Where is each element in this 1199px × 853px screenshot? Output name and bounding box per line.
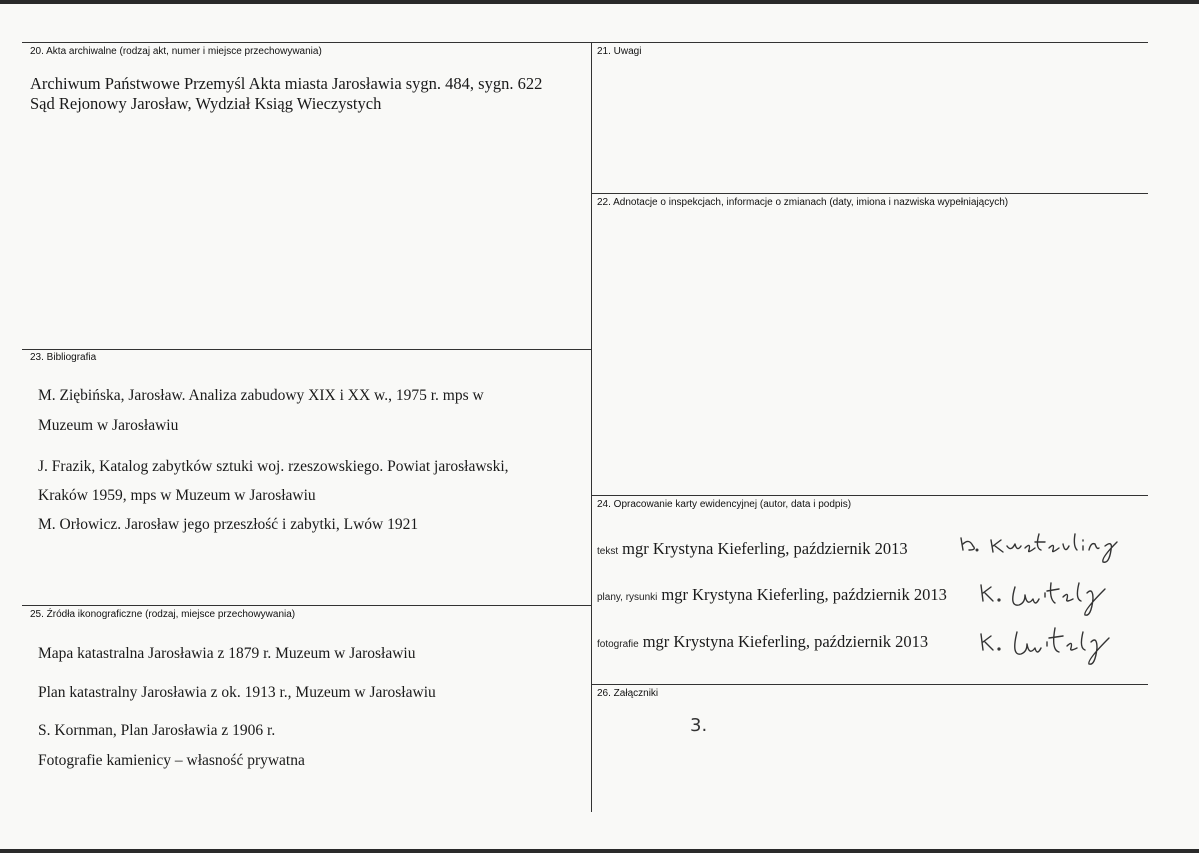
rule-25 <box>22 605 591 606</box>
scan-top-edge <box>0 0 1199 4</box>
section-20-header: 20. Akta archiwalne (rodzaj akt, numer i miejsce przechowywania) <box>30 46 322 57</box>
author-row-label: tekst <box>597 546 619 557</box>
section-24-header: 24. Opracowanie karty ewidencyjnej (autor, data i podpis) <box>597 499 852 510</box>
scan-bottom-edge <box>0 849 1199 853</box>
author-row-label: fotografie <box>597 639 639 650</box>
author-row-label: plany, rysunki <box>597 592 658 603</box>
signature-3 <box>975 622 1125 670</box>
bibliography-line-4: Kraków 1959, mps w Muzeum w Jarosławiu <box>38 487 316 504</box>
iconography-line-1: Mapa katastralna Jarosławia z 1879 r. Muzeum w Jarosławiu <box>38 645 416 662</box>
archive-line-1: Archiwum Państwowe Przemyśl Akta miasta Jarosławia sygn. 484, sygn. 622 <box>30 74 543 93</box>
bibliography-line-1: M. Ziębińska, Jarosław. Analiza zabudowy XIX i XX w., 1975 r. mps w <box>38 387 484 404</box>
iconography-line-4: Fotografie kamienicy – własność prywatna <box>38 752 305 769</box>
section-22-header: 22. Adnotacje o inspekcjach, informacje o zmianach (daty, imiona i nazwiska wypełniających) <box>597 197 1009 208</box>
rule-23 <box>22 349 591 350</box>
section-25-header: 25. Źródła ikonograficzne (rodzaj, miejsce przechowywania) <box>30 609 296 620</box>
rule-top <box>22 42 1148 43</box>
rule-22 <box>591 193 1148 194</box>
author-row-value: mgr Krystyna Kieferling, październik 2013 <box>622 539 908 558</box>
author-row-photos <box>597 632 928 652</box>
archive-line-2: Sąd Rejonowy Jarosław, Wydział Ksiąg Wieczystych <box>30 94 382 113</box>
author-row-text <box>597 539 908 559</box>
author-row-value: mgr Krystyna Kieferling, październik 2013 <box>661 585 947 604</box>
author-row-value: mgr Krystyna Kieferling, październik 2013 <box>642 632 929 651</box>
attachments-count: 3. <box>690 715 708 736</box>
author-row-plans <box>597 585 947 605</box>
signature-1 <box>955 528 1125 568</box>
iconography-line-2: Plan katastralny Jarosławia z ok. 1913 r., Muzeum w Jarosławiu <box>38 684 436 701</box>
section-23-header: 23. Bibliografia <box>30 352 97 363</box>
section-21-header: 21. Uwagi <box>597 46 642 57</box>
bibliography-line-2: Muzeum w Jarosławiu <box>38 417 179 434</box>
section-26-header: 26. Załączniki <box>597 688 659 699</box>
bibliography-line-5: M. Orłowicz. Jarosław jego przeszłość i zabytki, Lwów 1921 <box>38 516 419 533</box>
rule-24 <box>591 495 1148 496</box>
rule-center <box>591 42 592 812</box>
signature-2 <box>975 577 1125 619</box>
bibliography-line-3: J. Frazik, Katalog zabytków sztuki woj. rzeszowskiego. Powiat jarosławski, <box>38 458 509 475</box>
rule-26 <box>591 684 1148 685</box>
iconography-line-3: S. Kornman, Plan Jarosławia z 1906 r. <box>38 722 276 739</box>
